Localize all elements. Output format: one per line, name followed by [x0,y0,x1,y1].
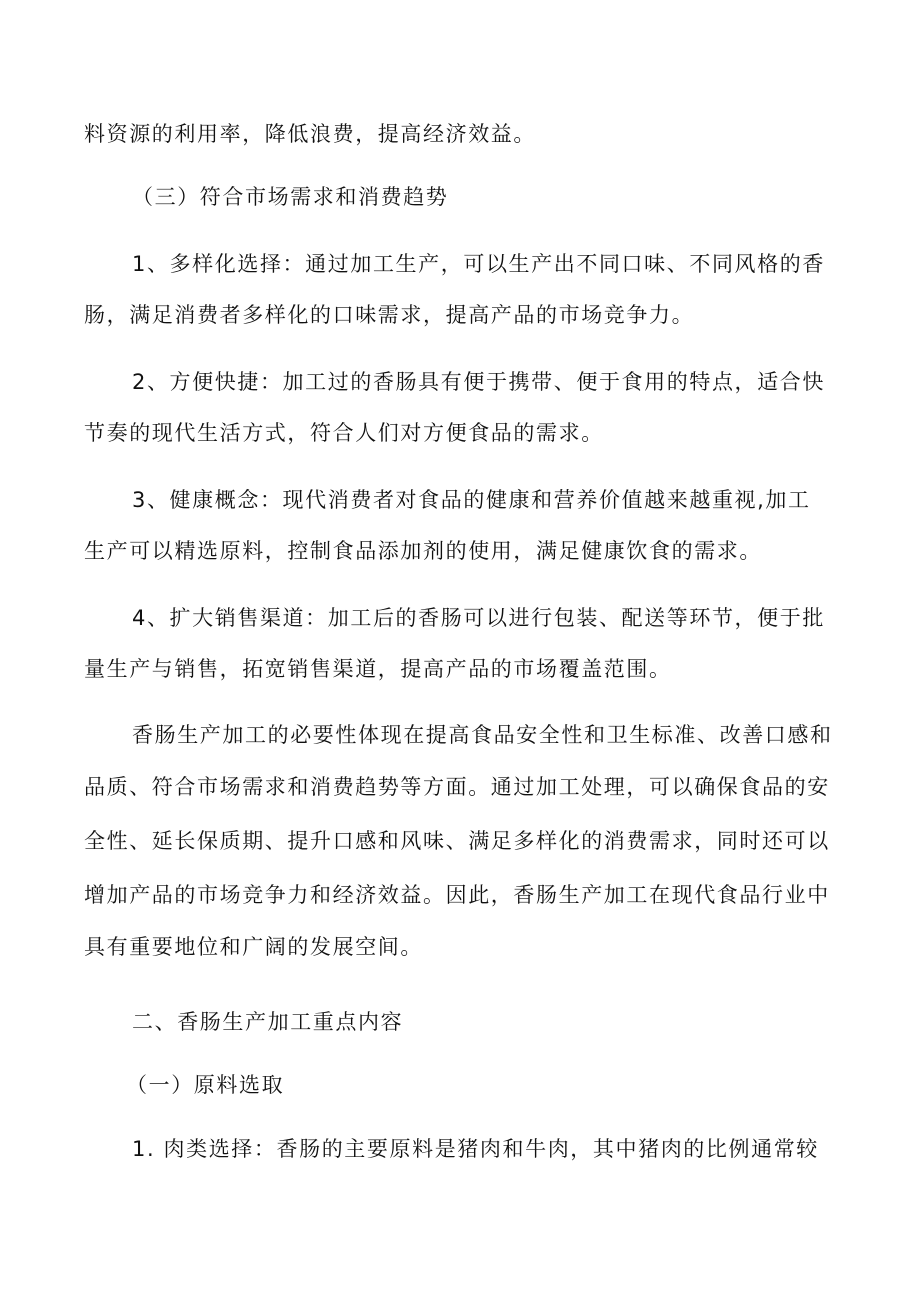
list-item-line: 4、扩大销售渠道：加工后的香肠可以进行包装、配送等环节，便于批 [132,606,825,630]
paragraph-line: 料资源的利用率，降低浪费，提高经济效益。 [84,122,536,146]
paragraph-line: 品质、符合市场需求和消费趋势等方面。通过加工处理，可以确保食品的安 [84,775,830,799]
list-item-line: 肠，满足消费者多样化的口味需求，提高产品的市场竞争力。 [84,303,695,327]
list-item-line: 量生产与销售，拓宽销售渠道，提高产品的市场覆盖范围。 [84,657,672,681]
list-item-line: 生产可以精选原料，控制食品添加剂的使用，满足健康饮食的需求。 [84,539,762,563]
paragraph-line: 增加产品的市场竞争力和经济效益。因此，香肠生产加工在现代食品行业中 [84,883,830,907]
paragraph-line: 香肠生产加工的必要性体现在提高食品安全性和卫生标准、改善口感和 [132,723,833,747]
subsection-heading: （一）原料选取 [126,1073,285,1097]
paragraph-line: 全性、延长保质期、提升口感和风味、满足多样化的消费需求，同时还可以 [84,829,830,853]
paragraph-line: 具有重要地位和广阔的发展空间。 [84,935,423,959]
list-item-line: 2、方便快捷：加工过的香肠具有便于携带、便于食用的特点，适合快 [132,370,825,394]
section-heading: （三）符合市场需求和消费趋势 [132,185,449,209]
paragraph-line: 1. 肉类选择：香肠的主要原料是猪肉和牛肉，其中猪肉的比例通常较 [132,1137,819,1161]
list-item-line: 3、健康概念：现代消费者对食品的健康和营养价值越来越重视,加工 [132,488,811,512]
section-heading: 二、香肠生产加工重点内容 [132,1010,404,1034]
list-item-line: 节奏的现代生活方式，符合人们对方便食品的需求。 [84,421,604,445]
list-item-line: 1、多样化选择：通过加工生产，可以生产出不同口味、不同风格的香 [132,252,825,276]
